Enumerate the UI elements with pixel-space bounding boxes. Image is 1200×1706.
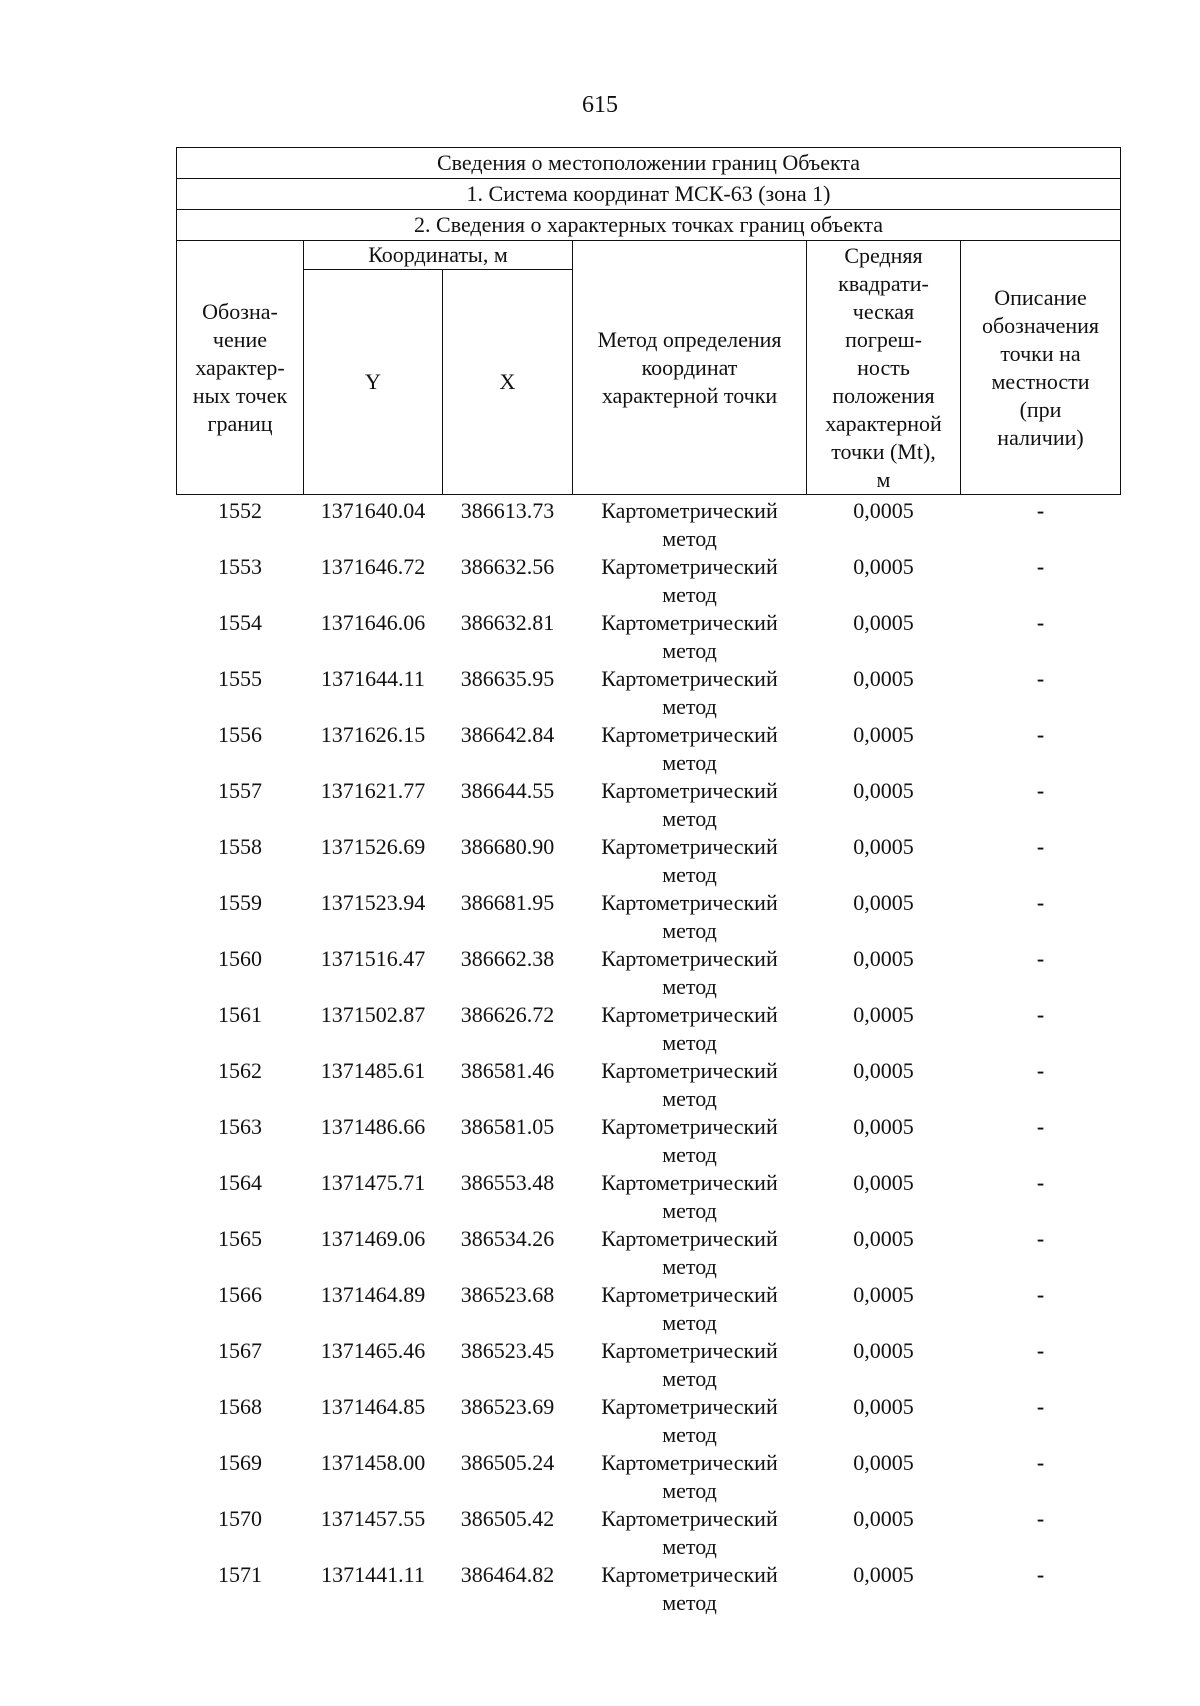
section-title: 2. Сведения о характерных точках границ объекта (177, 210, 1121, 241)
description-cell: - (1036, 1058, 1045, 1083)
description-cell: - (1036, 1394, 1045, 1419)
x-coord-cell: 386681.95 (460, 890, 555, 915)
y-coord-cell: 1371465.46 (320, 1338, 426, 1363)
method-line-2: метод (662, 918, 717, 943)
mt-error-cell: 0,0005 (853, 722, 914, 747)
method-line-1: Картометрический (601, 722, 778, 747)
header-description: Описание обозначения точки на местности (при наличии) (961, 241, 1121, 495)
point-id-cell: 1552 (218, 498, 262, 523)
method-line-1: Картометрический (601, 1002, 778, 1027)
point-id-cell: 1560 (218, 946, 262, 971)
description-cell: - (1036, 610, 1045, 635)
point-id-cell: 1570 (218, 1506, 262, 1531)
table-row (177, 1449, 1121, 1505)
method-cell (573, 1561, 807, 1617)
table-row (177, 1337, 1121, 1393)
description-cell: - (1036, 1338, 1045, 1363)
mt-error-cell: 0,0005 (853, 1170, 914, 1195)
mt-error-cell: 0,0005 (853, 778, 914, 803)
table-row (177, 1561, 1121, 1617)
y-coord-cell: 1371441.11 (321, 1562, 425, 1587)
x-coord-cell: 386464.82 (460, 1562, 555, 1587)
method-line-1: Картометрический (601, 1394, 778, 1419)
x-coord-cell: 386505.24 (460, 1450, 555, 1475)
header-method: Метод определения координат характерной точки (573, 241, 807, 495)
method-line-2: метод (662, 1422, 717, 1447)
description-cell: - (1036, 778, 1045, 803)
method-line-2: метод (662, 1310, 717, 1335)
method-cell (573, 1113, 807, 1169)
point-id-cell: 1553 (218, 554, 262, 579)
description-cell: - (1036, 666, 1045, 691)
method-line-1: Картометрический (601, 1338, 778, 1363)
method-cell (573, 609, 807, 665)
y-coord-cell: 1371502.87 (320, 1002, 426, 1027)
x-coord-cell: 386644.55 (460, 778, 555, 803)
mt-error-cell: 0,0005 (853, 1114, 914, 1139)
description-cell: - (1036, 890, 1045, 915)
method-line-1: Картометрический (601, 1282, 778, 1307)
method-cell (573, 1225, 807, 1281)
point-id-cell: 1561 (218, 1002, 262, 1027)
mt-error-cell: 0,0005 (853, 834, 914, 859)
table-row (177, 1393, 1121, 1449)
method-cell (573, 1169, 807, 1225)
method-line-2: метод (662, 1534, 717, 1559)
x-coord-cell: 386581.46 (460, 1058, 555, 1083)
x-coord-cell: 386523.69 (460, 1394, 555, 1419)
point-id-cell: 1568 (218, 1394, 262, 1419)
mt-error-cell: 0,0005 (853, 1562, 914, 1587)
table-row (177, 495, 1121, 554)
point-id-cell: 1564 (218, 1170, 262, 1195)
method-line-2: метод (662, 1198, 717, 1223)
header-coordinates: Координаты, м (304, 241, 573, 270)
method-line-1: Картометрический (601, 666, 778, 691)
y-coord-cell: 1371469.06 (320, 1226, 426, 1251)
mt-error-cell: 0,0005 (853, 946, 914, 971)
x-coord-cell: 386626.72 (460, 1002, 555, 1027)
method-line-2: метод (662, 862, 717, 887)
point-id-cell: 1559 (218, 890, 262, 915)
x-coord-cell: 386635.95 (460, 666, 555, 691)
point-id-cell: 1562 (218, 1058, 262, 1083)
method-cell (573, 1001, 807, 1057)
y-coord-cell: 1371646.06 (320, 610, 426, 635)
y-coord-cell: 1371644.11 (321, 666, 425, 691)
method-line-1: Картометрический (601, 1226, 778, 1251)
table-row (177, 777, 1121, 833)
point-id-cell: 1566 (218, 1282, 262, 1307)
method-line-1: Картометрический (601, 834, 778, 859)
method-cell (573, 833, 807, 889)
x-coord-cell: 386662.38 (460, 946, 555, 971)
method-cell (573, 553, 807, 609)
table-row (177, 833, 1121, 889)
mt-error-cell: 0,0005 (853, 1450, 914, 1475)
y-coord-cell: 1371475.71 (320, 1170, 426, 1195)
method-line-2: метод (662, 1366, 717, 1391)
method-cell (573, 777, 807, 833)
table-body (177, 495, 1121, 1618)
mt-error-cell: 0,0005 (853, 498, 914, 523)
table-row (177, 553, 1121, 609)
description-cell: - (1036, 498, 1045, 523)
mt-error-cell: 0,0005 (853, 1226, 914, 1251)
description-cell: - (1036, 1562, 1045, 1587)
method-line-2: метод (662, 582, 717, 607)
method-line-1: Картометрический (601, 1058, 778, 1083)
point-id-cell: 1567 (218, 1338, 262, 1363)
y-coord-cell: 1371485.61 (320, 1058, 426, 1083)
table-row (177, 1057, 1121, 1113)
x-coord-cell: 386523.68 (460, 1282, 555, 1307)
point-id-cell: 1554 (218, 610, 262, 635)
description-cell: - (1036, 946, 1045, 971)
y-coord-cell: 1371458.00 (320, 1450, 426, 1475)
coordinates-table (176, 147, 1121, 1617)
method-line-1: Картометрический (601, 778, 778, 803)
method-cell (573, 1393, 807, 1449)
table-row (177, 665, 1121, 721)
y-coord-cell: 1371457.55 (320, 1506, 426, 1531)
table-row (177, 609, 1121, 665)
y-coord-cell: 1371640.04 (320, 498, 426, 523)
description-cell: - (1036, 722, 1045, 747)
method-cell (573, 1057, 807, 1113)
method-line-2: метод (662, 526, 717, 551)
method-line-2: метод (662, 638, 717, 663)
mt-error-cell: 0,0005 (853, 1058, 914, 1083)
method-line-2: метод (662, 1030, 717, 1055)
header-x: X (443, 270, 573, 495)
y-coord-cell: 1371464.85 (320, 1394, 426, 1419)
method-line-1: Картометрический (601, 610, 778, 635)
y-coord-cell: 1371486.66 (320, 1114, 426, 1139)
x-coord-cell: 386680.90 (460, 834, 555, 859)
x-coord-cell: 386581.05 (460, 1114, 555, 1139)
mt-error-cell: 0,0005 (853, 1282, 914, 1307)
description-cell: - (1036, 1506, 1045, 1531)
point-id-cell: 1556 (218, 722, 262, 747)
description-cell: - (1036, 1226, 1045, 1251)
mt-error-cell: 0,0005 (853, 610, 914, 635)
mt-error-cell: 0,0005 (853, 1506, 914, 1531)
x-coord-cell: 386613.73 (460, 498, 555, 523)
mt-error-cell: 0,0005 (853, 1002, 914, 1027)
x-coord-cell: 386632.56 (460, 554, 555, 579)
method-cell (573, 721, 807, 777)
method-cell (573, 945, 807, 1001)
point-id-cell: 1555 (218, 666, 262, 691)
table-row (177, 1113, 1121, 1169)
table-row (177, 1281, 1121, 1337)
table-row (177, 1225, 1121, 1281)
mt-error-cell: 0,0005 (853, 666, 914, 691)
description-cell: - (1036, 1002, 1045, 1027)
method-line-2: метод (662, 1478, 717, 1503)
table-row (177, 1505, 1121, 1561)
table-title: Сведения о местоположении границ Объекта (177, 148, 1121, 179)
header-error: Средняя квадрати- ческая погреш- ность положения характерной точки (Mt), м (807, 241, 961, 495)
method-line-1: Картометрический (601, 1114, 778, 1139)
table-row (177, 1001, 1121, 1057)
method-line-1: Картометрический (601, 498, 778, 523)
method-line-2: метод (662, 974, 717, 999)
method-line-1: Картометрический (601, 1450, 778, 1475)
method-line-2: метод (662, 1254, 717, 1279)
table-row (177, 945, 1121, 1001)
description-cell: - (1036, 554, 1045, 579)
method-line-2: метод (662, 806, 717, 831)
header-designation: Обозна- чение характер- ных точек границ (177, 241, 304, 495)
method-line-1: Картометрический (601, 1170, 778, 1195)
mt-error-cell: 0,0005 (853, 1338, 914, 1363)
y-coord-cell: 1371516.47 (320, 946, 426, 971)
description-cell: - (1036, 1170, 1045, 1195)
description-cell: - (1036, 834, 1045, 859)
method-line-1: Картометрический (601, 890, 778, 915)
x-coord-cell: 386534.26 (460, 1226, 555, 1251)
table-row (177, 889, 1121, 945)
method-line-2: метод (662, 1086, 717, 1111)
method-line-2: метод (662, 1590, 717, 1615)
method-line-2: метод (662, 1142, 717, 1167)
method-line-1: Картометрический (601, 946, 778, 971)
y-coord-cell: 1371526.69 (320, 834, 426, 859)
x-coord-cell: 386523.45 (460, 1338, 555, 1363)
y-coord-cell: 1371464.89 (320, 1282, 426, 1307)
table-row (177, 721, 1121, 777)
point-id-cell: 1565 (218, 1226, 262, 1251)
page-number: 615 (582, 92, 618, 118)
point-id-cell: 1563 (218, 1114, 262, 1139)
method-cell (573, 665, 807, 721)
y-coord-cell: 1371646.72 (320, 554, 426, 579)
point-id-cell: 1557 (218, 778, 262, 803)
description-cell: - (1036, 1114, 1045, 1139)
point-id-cell: 1569 (218, 1450, 262, 1475)
method-cell (573, 1449, 807, 1505)
method-cell (573, 1281, 807, 1337)
y-coord-cell: 1371621.77 (320, 778, 426, 803)
method-line-1: Картометрический (601, 1506, 778, 1531)
coordinate-system: 1. Система координат МСК-63 (зона 1) (177, 179, 1121, 210)
x-coord-cell: 386642.84 (460, 722, 555, 747)
method-cell (573, 1337, 807, 1393)
table-row (177, 1169, 1121, 1225)
header-y: Y (304, 270, 443, 495)
x-coord-cell: 386505.42 (460, 1506, 555, 1531)
mt-error-cell: 0,0005 (853, 1394, 914, 1419)
method-cell (573, 495, 807, 554)
description-cell: - (1036, 1282, 1045, 1307)
x-coord-cell: 386553.48 (460, 1170, 555, 1195)
mt-error-cell: 0,0005 (853, 554, 914, 579)
method-cell (573, 889, 807, 945)
y-coord-cell: 1371523.94 (320, 890, 426, 915)
method-line-1: Картометрический (601, 554, 778, 579)
point-id-cell: 1558 (218, 834, 262, 859)
x-coord-cell: 386632.81 (460, 610, 555, 635)
method-line-1: Картометрический (601, 1562, 778, 1587)
y-coord-cell: 1371626.15 (320, 722, 426, 747)
mt-error-cell: 0,0005 (853, 890, 914, 915)
method-line-2: метод (662, 694, 717, 719)
method-line-2: метод (662, 750, 717, 775)
point-id-cell: 1571 (218, 1562, 262, 1587)
method-cell (573, 1505, 807, 1561)
description-cell: - (1036, 1450, 1045, 1475)
